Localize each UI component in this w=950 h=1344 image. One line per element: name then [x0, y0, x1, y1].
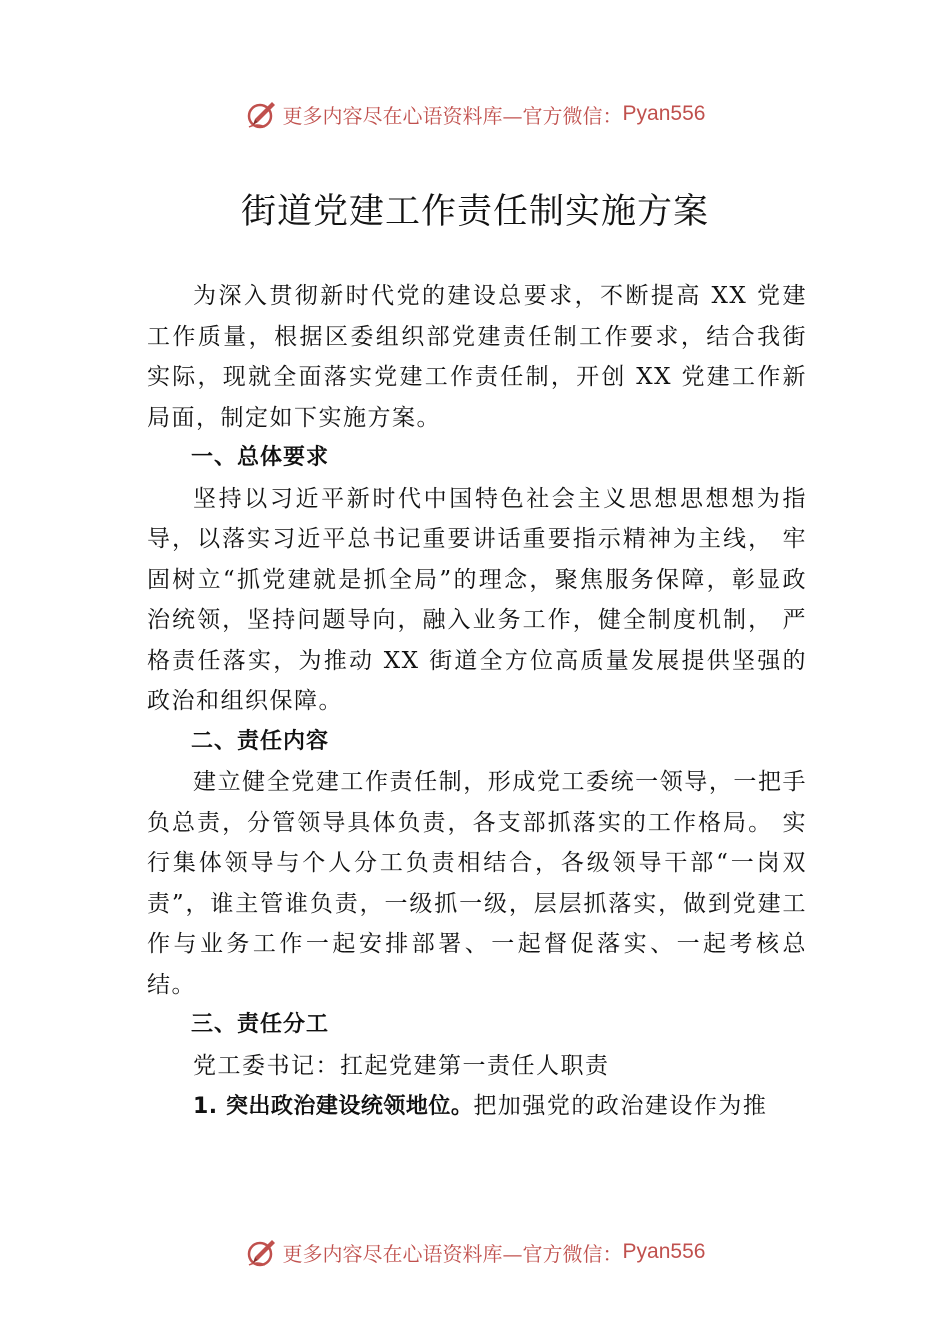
section-heading-1: 一、总体要求 — [191, 445, 330, 470]
section-heading-3: 三、责任分工 — [191, 1012, 330, 1037]
watermark-wechat-id: Pyan556 — [622, 1240, 706, 1263]
watermark-banner-top — [0, 94, 950, 134]
section-body-1: 坚持以习近平新时代中国特色社会主义思想思想想为指导，以落实习近平总书记重要讲话重要指示精神为主线， 牢固树立“抓党建就是抓全局”的理念，聚焦服务保障，彰显政治统领，坚持问题导向，融入业务工作，健全制度机制， 严格责任落实，为推动 XX 街道全方位高质量发展提供坚强的政治和组织保障。 — [147, 485, 807, 714]
section-heading-2: 二、责任内容 — [191, 728, 330, 754]
watermark-text: 更多内容尽在心语资料库—官方微信： — [282, 103, 623, 128]
section-subheading-3: 党工委书记：扛起党建第一责任人职责 — [193, 1052, 610, 1079]
document-body — [147, 276, 807, 1128]
pen-logo-icon — [245, 1235, 279, 1269]
section-body-2: 建立健全党建工作责任制，形成党工委统一领导，一把手负总责，分管领导具体负责，各支部抓落实的工作格局。 实行集体领导与个人分工负责相结合，各级领导干部“一岗双责”，谁主管谁负责，一级抓一级，层层抓落实，做到党建工作与业务工作一起安排部署、一起督促落实、一起考核总结。 — [147, 769, 807, 998]
intro-paragraph: 为深入贯彻新时代党的建设总要求，不断提高 XX 党建工作质量，根据区委组织部党建责任制工作要求，结合我街实际，现就全面落实党建工作责任制，开创 XX 党建工作新局面，制定如下实施方案。 — [147, 283, 807, 431]
list-item-1-body: 把加强党的政治建设作为推 — [473, 1093, 768, 1119]
watermark-wechat-id: Pyan556 — [622, 102, 706, 125]
pen-logo-icon — [245, 97, 279, 131]
watermark-banner-bottom — [0, 1232, 950, 1272]
document-title: 街道党建工作责任制实施方案 — [240, 192, 709, 232]
list-item-1 — [147, 1086, 807, 1128]
watermark-text: 更多内容尽在心语资料库—官方微信： — [282, 1241, 623, 1266]
list-item-1-lead: 1. 突出政治建设统领地位。 — [193, 1094, 474, 1119]
